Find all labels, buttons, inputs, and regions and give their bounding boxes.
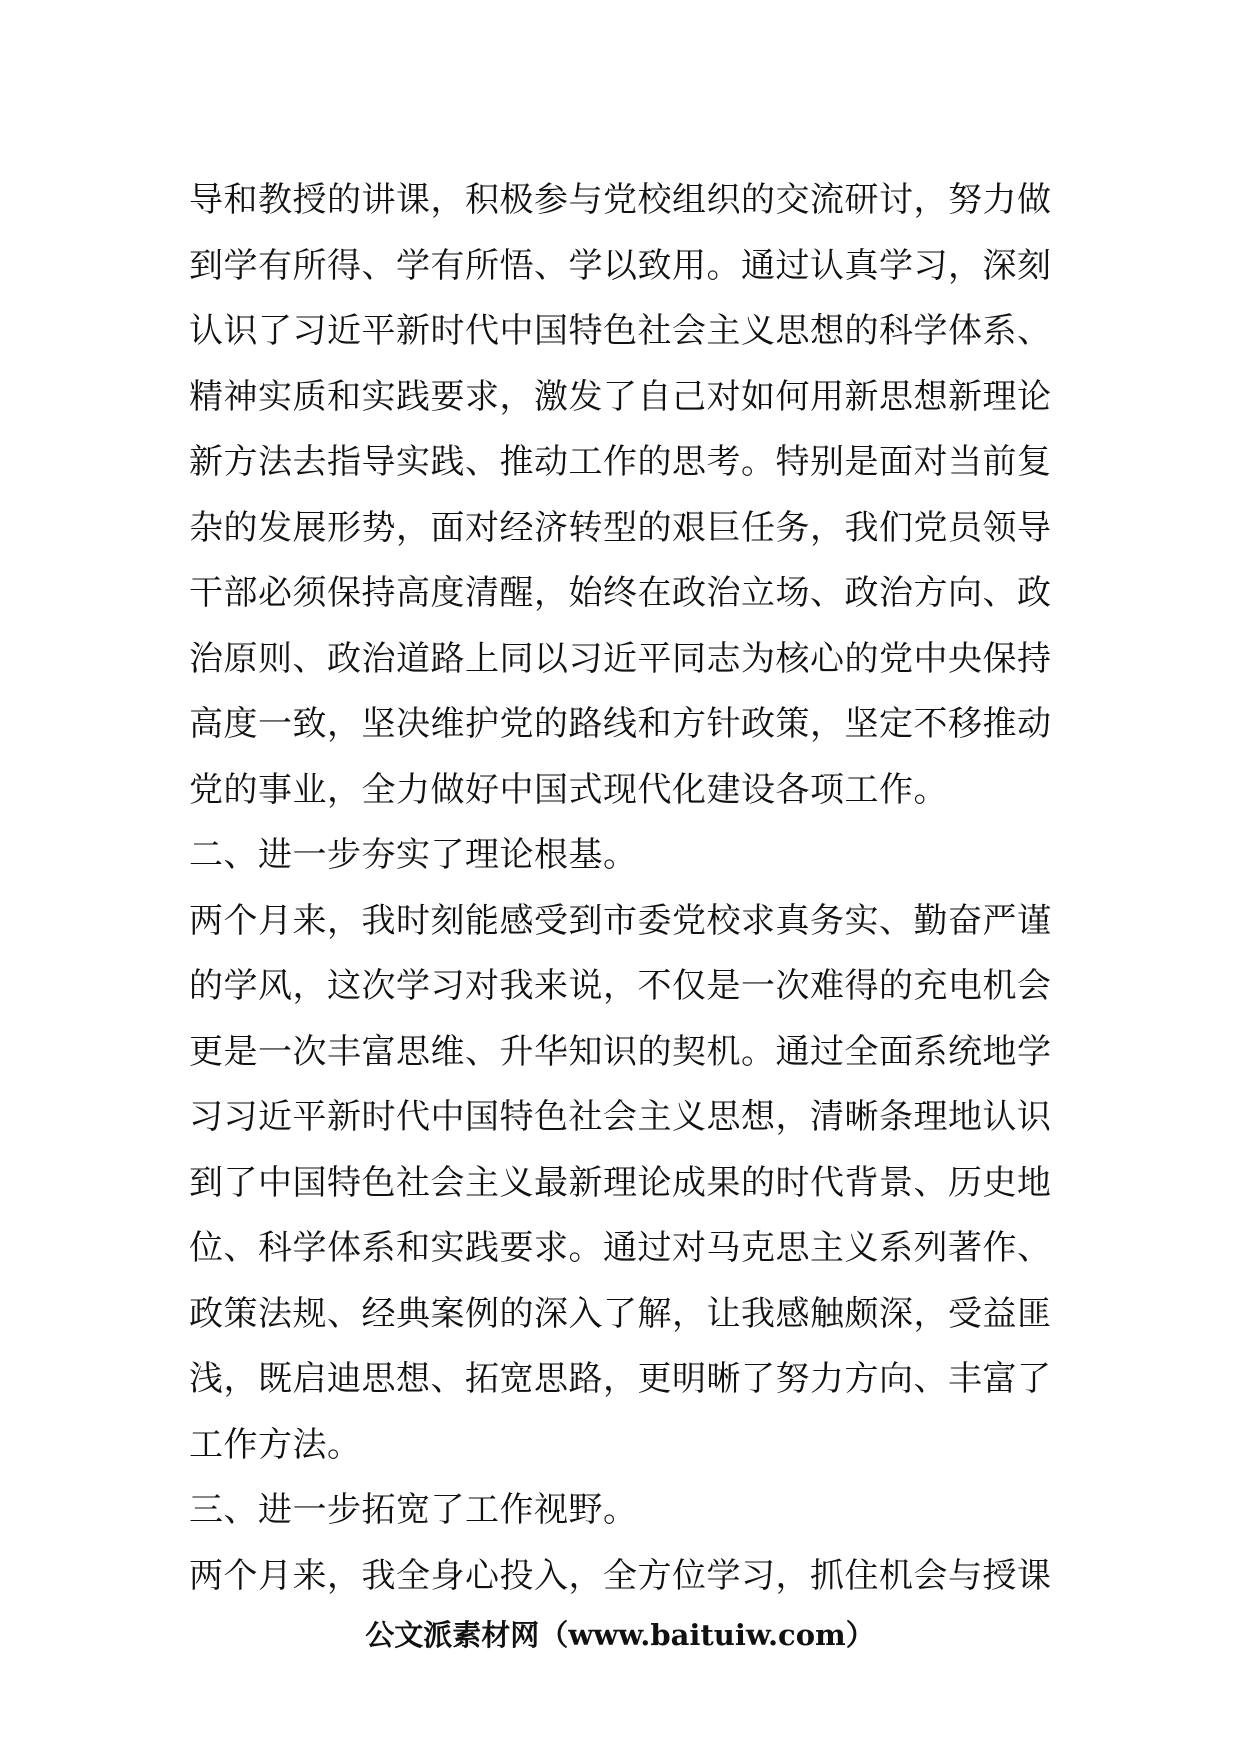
text-line: 到了中国特色社会主义最新理论成果的时代背景、历史地: [189, 1162, 1052, 1203]
text-line: 政策法规、经典案例的深入了解，让我感触颇深，受益匪: [189, 1293, 1052, 1334]
text-line: 治原则、政治道路上同以习近平同志为核心的党中央保持: [189, 638, 1052, 679]
text-line: 党的事业，全力做好中国式现代化建设各项工作。: [189, 769, 948, 810]
text-line: 工作方法。: [189, 1424, 362, 1465]
text-line: 新方法去指导实践、推动工作的思考。特别是面对当前复: [189, 442, 1052, 482]
section-heading: 三、进一步拓宽了工作视野。: [189, 1490, 638, 1530]
text-line: 认识了习近平新时代中国特色社会主义思想的科学体系、: [189, 311, 1052, 351]
section-heading: 二、进一步夯实了理论根基。: [189, 835, 638, 875]
text-line: 的学风，这次学习对我来说，不仅是一次难得的充电机会: [189, 966, 1052, 1006]
footer-watermark: 公文派素材网（www.baituiw.com）: [365, 1618, 875, 1652]
text-line: 到学有所得、学有所悟、学以致用。通过认真学习，深刻: [189, 245, 1052, 286]
text-line: 习习近平新时代中国特色社会主义思想，清晰条理地认识: [189, 1097, 1052, 1137]
text-line: 干部必须保持高度清醒，始终在政治立场、政治方向、政: [189, 573, 1052, 613]
text-line: 精神实质和实践要求，激发了自己对如何用新思想新理论: [189, 376, 1052, 417]
text-line: 高度一致，坚决维护党的路线和方针政策，坚定不移推动: [189, 704, 1052, 744]
body-text: [189, 168, 1069, 1609]
text-line: 导和教授的讲课，积极参与党校组织的交流研讨，努力做: [189, 180, 1052, 220]
text-line: 位、科学体系和实践要求。通过对马克思主义系列著作、: [189, 1228, 1052, 1268]
text-line: 两个月来，我时刻能感受到市委党校求真务实、勤奋严谨: [189, 900, 1052, 941]
text-line: 更是一次丰富思维、升华知识的契机。通过全面系统地学: [189, 1031, 1052, 1072]
text-line: 杂的发展形势，面对经济转型的艰巨任务，我们党员领导: [189, 507, 1052, 548]
text-line: 浅，既启迪思想、拓宽思路，更明晰了努力方向、丰富了: [189, 1359, 1052, 1399]
text-line: 两个月来，我全身心投入，全方位学习，抓住机会与授课: [189, 1555, 1052, 1596]
